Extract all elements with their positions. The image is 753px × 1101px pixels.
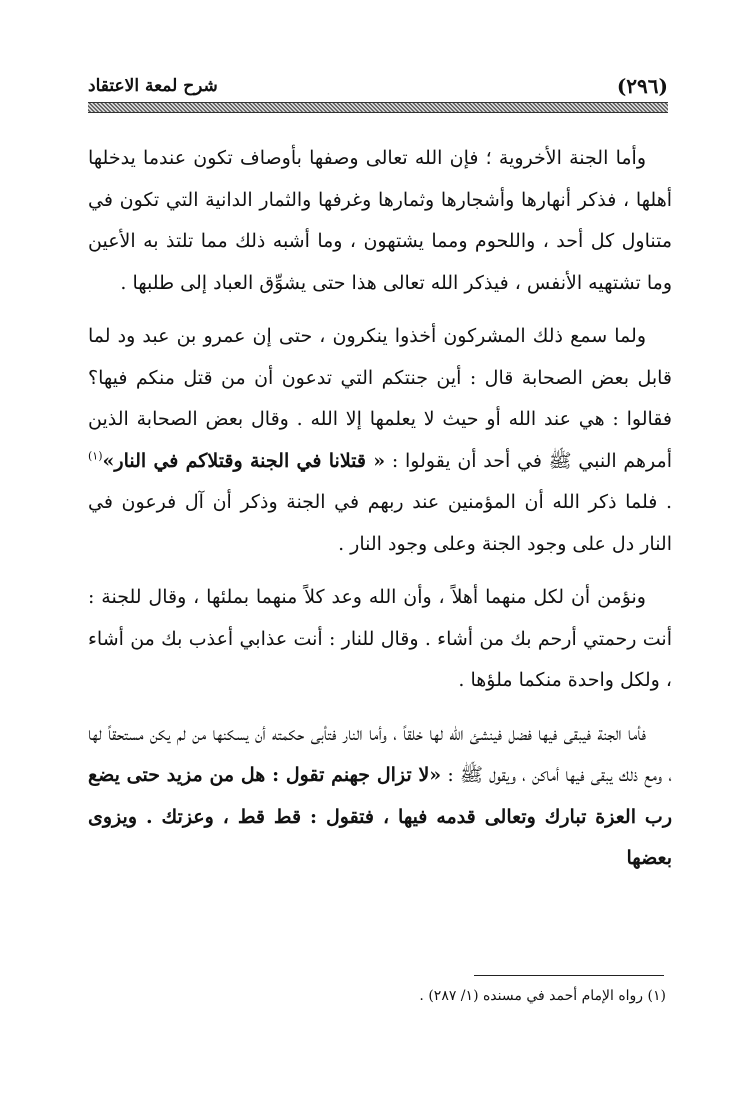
- main-text: [88, 138, 672, 892]
- paragraph-text: وأما الجنة الأخروية ؛ فإن الله تعالى وصفها بأوصاف تكون عندما يدخلها أهلها ، فذكر أنهارها وأشجارها وثمارها وغرفها والثمار الدانية التي تكون في متناول كل أحد ، واللحوم ومما يشتهون ، وما أشبه ذلك مما تلتذ به الأعين وما تشتهيه الأنفس ، فيذكر الله تعالى هذا حتى يشوِّق العباد إلى طلبها .: [88, 147, 672, 294]
- page-header: [88, 66, 668, 114]
- paragraph: [88, 138, 672, 304]
- paragraph-text: ولما سمع ذلك المشركون أخذوا ينكرون ، حتى إن عمرو بن عبد ود لما قابل بعض الصحابة قال : أين جنتكم التي تدعون أن من قتل منكم فيها؟ فقالوا : هي عند الله أو حيث لا يعلمها إلا الله . وقال بعض الصحابة الذين أمرهم النبي ﷺ في أحد أن يقولوا :: [88, 325, 672, 472]
- paragraph: [88, 577, 672, 702]
- paragraph-text: ونؤمن أن لكل منهما أهلاً ، وأن الله وعد كلاً منهما بملئها ، وقال للجنة : أنت رحمتي أرحم بك من أشاء . وقال للنار : أنت عذابي أعذب بك من أشاء ، ولكل واحدة منكما ملؤها .: [88, 586, 672, 691]
- paragraph-text: فأما الجنة فيبقى فيها فضل فينشئ الله لها خلقاً ، وأما النار فتأبى حكمته أن يسكنها من لم يكن مستحقاً لها ، ومع ذلك يبقى فيها أماكن ، ويقول ﷺ :: [88, 722, 672, 786]
- footnote-divider: [474, 975, 664, 976]
- footnote: [88, 986, 666, 1006]
- footnote-reference: (١): [88, 449, 103, 463]
- paragraph: [88, 714, 672, 880]
- hadith-quote: « قتلانا في الجنة وقتلاكم في النار»: [102, 449, 386, 472]
- paragraph-text: . فلما ذكر الله أن المؤمنين عند ربهم في الجنة وذكر أن آل فرعون في النار دل على وجود الجنة وعلى وجود النار .: [88, 491, 672, 555]
- page-number: (٢٩٦): [616, 74, 668, 98]
- header-divider: [88, 102, 668, 113]
- book-title: شرح لمعة الاعتقاد: [88, 76, 218, 96]
- paragraph: [88, 316, 672, 565]
- hadith-quote: «لا تزال جهنم تقول : هل من مزيد حتى يضع رب العزة تبارك وتعالى قدمه فيها ، فتقول : قط قط ، وعزتك . ويزوى بعضها: [88, 764, 672, 869]
- footnote-text: رواه الإمام أحمد في مسنده (١/ ٢٨٧) .: [419, 988, 644, 1004]
- footnote-marker: (١): [647, 988, 666, 1004]
